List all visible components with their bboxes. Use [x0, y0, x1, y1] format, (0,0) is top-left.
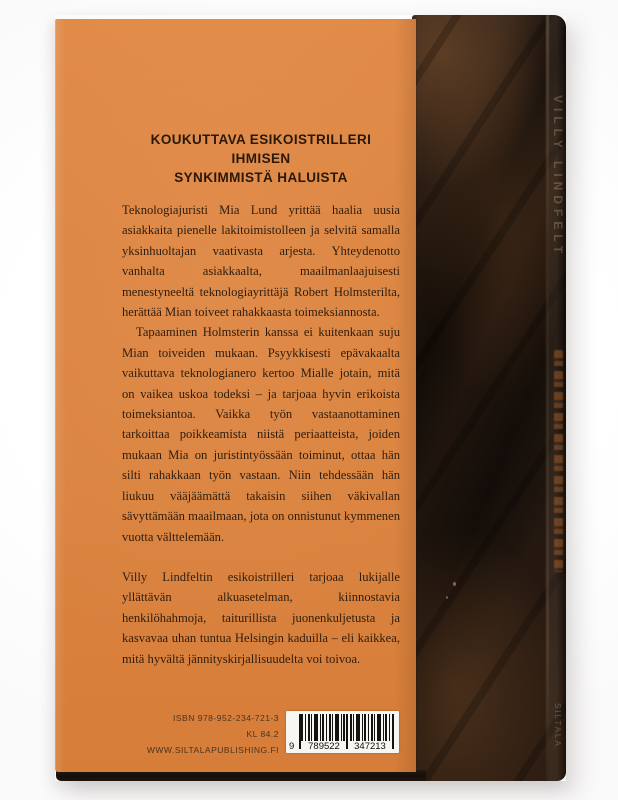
- publisher-website: WWW.SILTALAPUBLISHING.FI: [146, 745, 279, 756]
- blurb-paragraph-1: Teknologiajuristi Mia Lund yrittää haalia uusia asiakkaita pienelle lakitoimistolleen ja selvitä samalla yksinhuoltajan vaativasta arjesta. Yhteydenotto vanhalta asiakkaalta, maailmanlaajuisesti menestyneeltä teknologiayrittäjä Robert Holmsterilta, herättää Mian toiveet rahakkaasta toimeksiannosta.: [122, 203, 400, 320]
- orange-back-panel: [55, 19, 416, 772]
- headline-line-1: KOUKUTTAVA ESIKOISTRILLERI IHMISEN: [150, 132, 372, 166]
- barcode-guard-bar: [392, 714, 394, 749]
- dust-speck: [446, 596, 448, 599]
- barcode-group-2: 347213: [354, 741, 386, 752]
- blurb-paragraph-3: Villy Lindfeltin esikoistrilleri tarjoaa lukijalle yllättävän alkuasetelman, kiinnostavia henkilöhahmoja, taiturillista juonenkuljetusta ja kasvavaa uhan tuntua Helsingin kaduilla – eli kaikkea, mitä hyvältä jännityskirjallisuudelta voi toivoa.: [122, 569, 400, 666]
- blurb-paragraph-2: Tapaaminen Holmsterin kanssa ei kuitenkaan suju Mian toiveiden mukaan. Psyykkisesti epävakaalta vaikuttava teknologianero kertoo Mialle jotain, mitä on vaikea uskoa todeksi – ja tarjoaa hyvin erikoista toimeksiantoa. Vaikka työn vastaanottaminen tarkoittaa poikkeamista niistä periaatteista, joiden mukaan Mia on juristintyössään toiminut, ottaa hän silti rahakkaan työn vastaan. Niin tehdessään hän liukuu vääjäämättä takaisin siihen väkivallan sävyttämään maailmaan, jota on onnistunut kymmenen vuotta välttelemään.: [122, 325, 400, 544]
- dust-speck: [453, 582, 456, 586]
- barcode-guard-bar: [299, 714, 301, 749]
- barcode-digit: 9: [289, 741, 295, 752]
- book: [55, 15, 566, 781]
- barcode: [286, 711, 399, 753]
- barcode-guard-bar: [346, 714, 348, 749]
- isbn-line: ISBN 978-952-234-721-3: [173, 713, 279, 723]
- dark-cover-panel: [412, 15, 566, 781]
- print-info: [147, 710, 279, 759]
- spine-title-faint-marks: [554, 350, 563, 572]
- spine-ridge: [546, 15, 549, 781]
- cover-headline: [122, 130, 400, 187]
- headline-line-2: SYNKIMMISTÄ HALUISTA: [174, 170, 348, 185]
- barcode-group-1: 789522: [308, 741, 340, 752]
- blurb-text: [122, 200, 400, 669]
- classification-line: KL 84.2: [246, 729, 279, 740]
- spine-publisher-text: SILTALA: [553, 703, 562, 748]
- spine-author-text: VILLY LINDFELT: [551, 95, 565, 259]
